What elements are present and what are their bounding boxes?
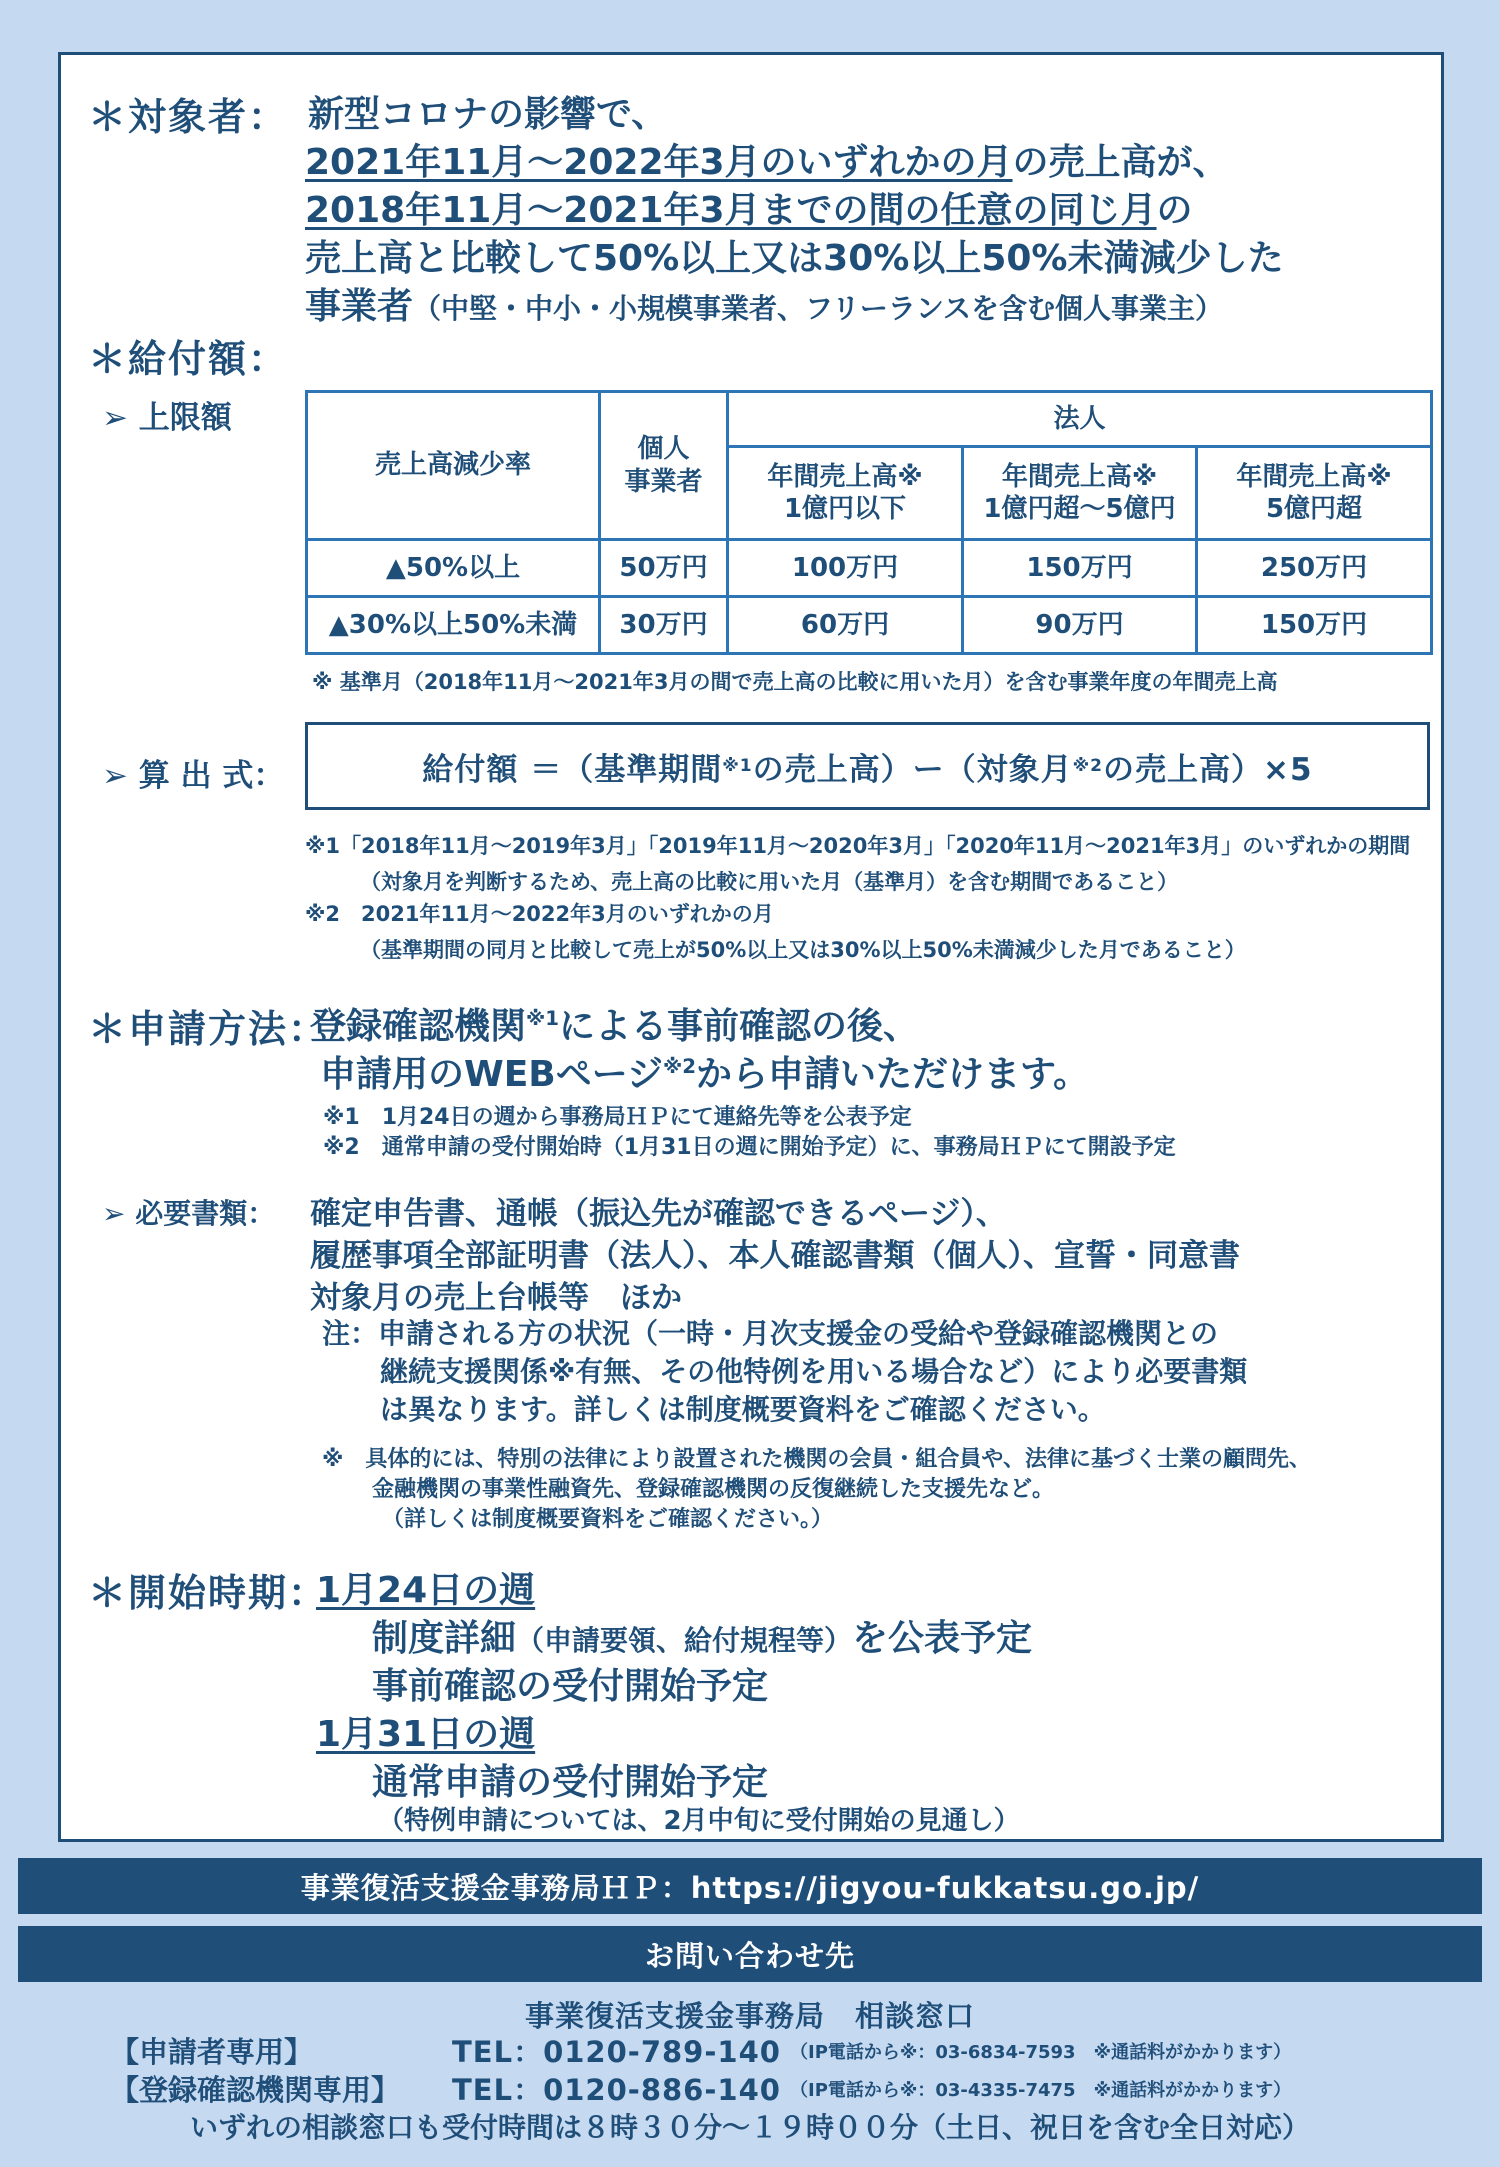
target-line5-paren: （中堅・中小・小規模事業者、フリーランスを含む個人事業主）: [413, 292, 1224, 325]
docs-note1: 注：申請される方の状況（一時・月次支援金の受給や登録確認機関との: [322, 1317, 1219, 1350]
formula-fn1: ※1「2018年11月～2019年3月」「2019年11月～2020年3月」「2020年11月～2021年3月」のいずれかの期間: [305, 834, 1411, 858]
docs-note2: 継続支援関係※有無、その他特例を用いる場合など）により必要書類: [380, 1355, 1248, 1388]
hp-link[interactable]: 事業復活支援金事務局ＨＰ：https://jigyou-fukkatsu.go.jp/: [300, 1870, 1200, 1905]
apply-note1: ※1 1月24日の週から事務局ＨＰにて連絡先等を公表予定: [323, 1105, 912, 1130]
apply-line2: 申請用のWEBページ$^{※2}$から申請いただけます。: [320, 1054, 1090, 1095]
apply-label: ＊申請方法：: [88, 1007, 329, 1051]
target-line3: [305, 182, 1193, 233]
registrar-label: 【登録確認機関専用】: [110, 2073, 401, 2107]
target-line2: [305, 134, 1229, 185]
formula-fn2: ※2 2021年11月～2022年3月のいずれかの月: [305, 902, 774, 926]
target-line3-rest: の: [1156, 190, 1193, 231]
registrar-ip: （IP電話から※：03-4335-7475 ※通話料がかかります）: [790, 2080, 1292, 2101]
target-line4: 売上高と比較して50%以上又は30%以上50%未満減少した: [305, 238, 1284, 279]
hp-banner: [18, 1858, 1482, 1914]
start-w1-line2: 事前確認の受付開始予定: [372, 1666, 769, 1707]
formula-label: ➢ 算 出 式：: [102, 758, 285, 794]
registrar-tel[interactable]: TEL：0120-886-140: [452, 2073, 781, 2107]
start-label: ＊開始時期：: [88, 1571, 329, 1615]
target-line5: [305, 278, 1223, 329]
table-row: ▲50%以上 50万円 100万円 150万円 250万円: [307, 540, 1432, 597]
docs-line3: 対象月の売上台帳等 ほか: [310, 1280, 682, 1316]
target-line2-rest: の売上高が、: [1012, 142, 1229, 183]
limit-label: ➢ 上限額: [102, 400, 232, 436]
benefit-label: ＊給付額：: [88, 337, 289, 381]
target-label: ＊対象者：: [88, 95, 289, 139]
docs-ast3: （詳しくは制度概要資料をご確認ください。）: [382, 1507, 834, 1532]
start-w2-line2: （特例申請については、2月中旬に受付開始の見通し）: [378, 1806, 1020, 1836]
docs-note3: は異なります。詳しくは制度概要資料をご確認ください。: [380, 1393, 1106, 1426]
target-line5-main: 事業者: [305, 286, 414, 327]
apply-note2: ※2 通常申請の受付開始時（1月31日の週に開始予定）に、事務局ＨＰにて開設予定: [323, 1135, 1176, 1160]
office-name: 事業復活支援金事務局 相談窓口: [524, 1999, 975, 2033]
target-line2-underlined: 2021年11月～2022年3月のいずれかの月: [305, 142, 1013, 183]
target-line1: 新型コロナの影響で、: [308, 94, 668, 135]
start-w2-line1: 通常申請の受付開始予定: [372, 1762, 769, 1803]
limit-table: [305, 390, 1433, 655]
header-rate: 売上高減少率: [307, 392, 600, 540]
docs-label: ➢ 必要書類：: [102, 1197, 276, 1230]
start-week2: 1月31日の週: [316, 1714, 536, 1755]
formula-fn2-sub: （基準期間の同月と比較して売上が50%以上又は30%以上50%未満減少した月であること）: [360, 938, 1246, 962]
formula-box: 給付額 ＝（基準期間 ※1 の売上高）ー（対象月 ※2 の売上高）×5: [305, 722, 1430, 810]
header-corp-sub3: 年間売上高※ 5億円超: [1197, 447, 1432, 540]
docs-ast2: 金融機関の事業性融資先、登録確認機関の反復継続した支援先など。: [372, 1477, 1055, 1502]
table-note: ※ 基準月（2018年11月～2021年3月の間で売上高の比較に用いた月）を含む事業年度の年間売上高: [312, 670, 1278, 694]
docs-line2: 履歴事項全部証明書（法人）、本人確認書類（個人）、宣誓・同意書: [310, 1238, 1240, 1274]
header-individual: 個人 事業者: [600, 392, 728, 540]
inquiry-banner: お問い合わせ先: [18, 1926, 1482, 1982]
header-corp-sub2: 年間売上高※ 1億円超～5億円: [963, 447, 1197, 540]
start-week1: 1月24日の週: [316, 1570, 536, 1611]
docs-line1: 確定申告書、通帳（振込先が確認できるページ）、: [310, 1196, 1007, 1232]
header-corp-sub1: 年間売上高※ 1億円以下: [728, 447, 963, 540]
hours-text: いずれの相談窓口も受付時間は８時３０分～１９時００分（土日、祝日を含む全日対応）: [189, 2111, 1310, 2144]
applicant-label: 【申請者専用】: [110, 2035, 314, 2069]
formula-fn1-sub: （対象月を判断するため、売上高の比較に用いた月（基準月）を含む期間であること）: [360, 870, 1179, 894]
applicant-ip: （IP電話から※：03-6834-7593 ※通話料がかかります）: [790, 2042, 1292, 2063]
apply-line1: 登録確認機関$^{※1}$による事前確認の後、: [310, 1006, 920, 1047]
table-row: ▲30%以上50%未満 30万円 60万円 90万円 150万円: [307, 597, 1432, 654]
target-line3-underlined: 2018年11月～2021年3月までの間の任意の同じ月: [305, 190, 1157, 231]
header-corp: 法人: [728, 392, 1432, 447]
start-w1-line1: 制度詳細（申請要領、給付規程等）を公表予定: [372, 1618, 1033, 1659]
applicant-tel[interactable]: TEL：0120-789-140: [452, 2035, 781, 2069]
docs-ast1: ※ 具体的には、特別の法律により設置された機関の会員・組合員や、法律に基づく士業の顧問先、: [322, 1447, 1311, 1472]
